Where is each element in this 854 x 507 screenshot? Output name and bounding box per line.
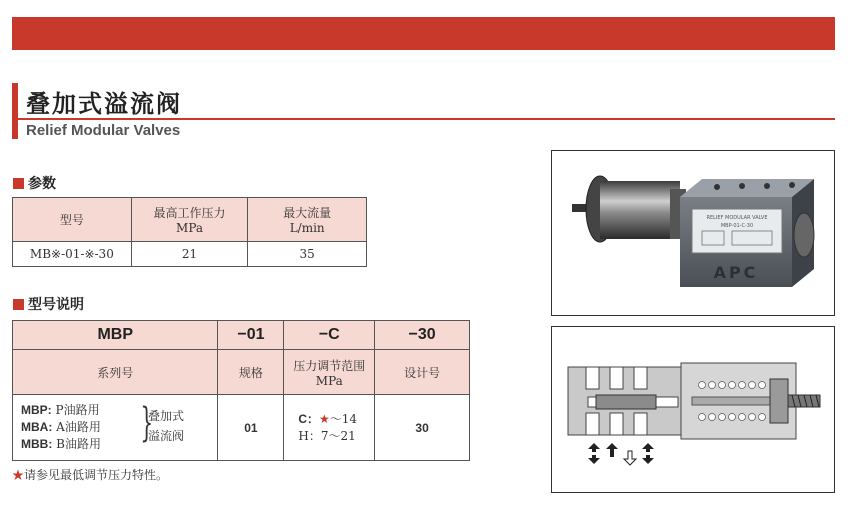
params-table bbox=[12, 197, 367, 267]
header-unit: L/min bbox=[289, 221, 325, 235]
series-group-line: 叠加式 bbox=[148, 409, 185, 423]
series-group-line: 溢流阀 bbox=[148, 429, 185, 443]
valve-body-top bbox=[680, 179, 814, 197]
footnote-text: 请参见最低调节压力特性。 bbox=[24, 468, 169, 482]
spool bbox=[596, 395, 656, 409]
pressure-values bbox=[284, 395, 375, 461]
series-group-label bbox=[148, 406, 184, 446]
product-photo bbox=[551, 150, 835, 316]
footnote bbox=[12, 466, 168, 483]
flow-cell: 35 bbox=[248, 242, 367, 267]
header-text: 型号 bbox=[59, 213, 84, 227]
valve-photo-illustration bbox=[552, 151, 834, 315]
code-row bbox=[13, 321, 470, 350]
valve-section-diagram bbox=[552, 327, 834, 492]
code-pressure: −C bbox=[284, 321, 375, 350]
label-spec: 规格 bbox=[218, 350, 284, 395]
list-item: MBB: B油路用 bbox=[21, 437, 101, 451]
model-heading bbox=[13, 294, 84, 314]
header-unit: MPa bbox=[176, 221, 204, 235]
model-heading-label: 型号说明 bbox=[28, 297, 84, 313]
header-text: 最大流量 bbox=[283, 206, 332, 220]
spec-value: 01 bbox=[218, 395, 284, 461]
plate-text: RELIEF MODULAR VALVE bbox=[706, 215, 768, 221]
params-header-cell bbox=[248, 198, 367, 242]
pressure-h: H：7～21 bbox=[298, 428, 356, 443]
brace-icon: } bbox=[140, 400, 154, 446]
params-heading-label: 参数 bbox=[28, 176, 56, 192]
label-pressure-unit: MPa bbox=[315, 373, 343, 388]
page-subtitle: Relief Modular Valves bbox=[26, 122, 181, 139]
label-row bbox=[13, 350, 470, 395]
title-divider bbox=[18, 118, 835, 120]
label-pressure-text: 压力调节范围 bbox=[293, 358, 366, 373]
flow-arrows bbox=[588, 443, 654, 465]
star-icon: ★ bbox=[319, 411, 330, 426]
pressure-c: C：★～14 bbox=[298, 411, 358, 426]
code-spec: −01 bbox=[218, 321, 284, 350]
params-header-row bbox=[13, 198, 367, 242]
title-accent-bar bbox=[12, 83, 18, 139]
series-options bbox=[13, 395, 218, 461]
section-square-icon bbox=[13, 178, 24, 189]
model-code-table bbox=[12, 320, 470, 461]
list-item: MBA: A油路用 bbox=[21, 420, 101, 434]
label-design: 设计号 bbox=[375, 350, 470, 395]
value-row bbox=[13, 395, 470, 461]
model-cell: MB※-01-※-30 bbox=[13, 242, 132, 267]
top-banner bbox=[12, 17, 835, 50]
series-list bbox=[21, 402, 217, 453]
code-design: −30 bbox=[375, 321, 470, 350]
code-series: MBP bbox=[13, 321, 218, 350]
star-icon: ★ bbox=[12, 468, 25, 482]
valve-cylinder bbox=[600, 181, 680, 239]
header-text: 最高工作压力 bbox=[153, 206, 226, 220]
params-header-cell bbox=[13, 198, 132, 242]
section-square-icon bbox=[13, 299, 24, 310]
plate-text: MBP-01-C-30 bbox=[720, 223, 754, 229]
params-header-cell bbox=[131, 198, 248, 242]
label-series: 系列号 bbox=[13, 350, 218, 395]
label-pressure bbox=[284, 350, 375, 395]
section-drawing bbox=[551, 326, 835, 493]
pressure-cell: 21 bbox=[131, 242, 248, 267]
page-title: 叠加式溢流阀 bbox=[26, 90, 182, 118]
brand-logo: APC bbox=[713, 263, 759, 282]
table-row bbox=[13, 242, 367, 267]
design-value: 30 bbox=[375, 395, 470, 461]
params-heading bbox=[13, 173, 56, 193]
list-item: MBP: P油路用 bbox=[21, 403, 100, 417]
